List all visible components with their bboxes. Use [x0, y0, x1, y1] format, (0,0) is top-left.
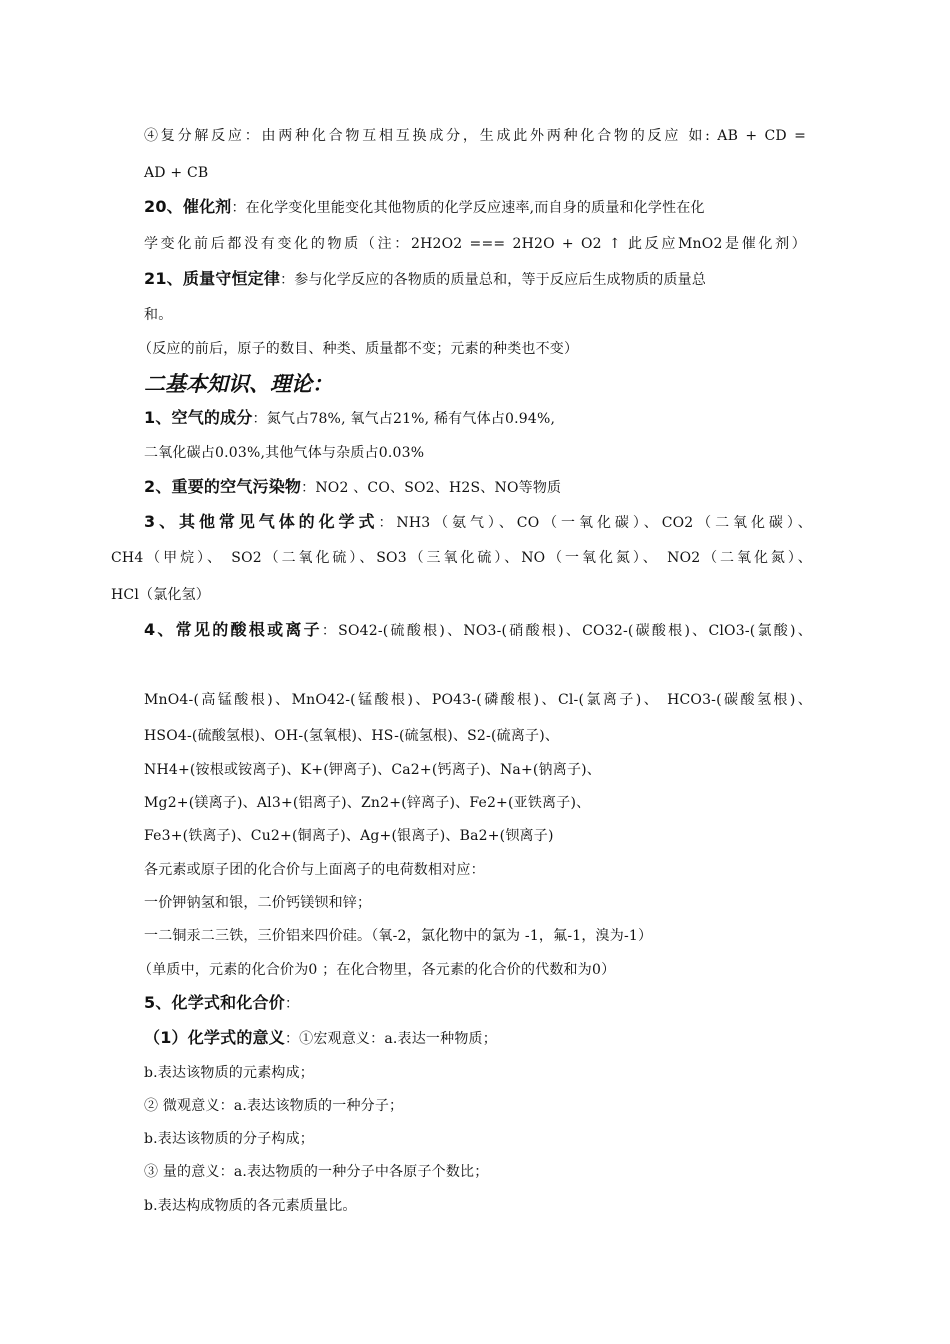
- section-5-title: 5、化学式和化合价: [144, 993, 285, 1012]
- text-line-sum: 和。: [144, 307, 173, 323]
- section-1-title: 1、空气的成分: [144, 408, 253, 427]
- section-20-title: 20、催化剂: [144, 197, 232, 216]
- text-line-ions-5: Fe3+(铁离子)、Cu2+(铜离子)、Ag+(银离子)、Ba2+(钡离子): [144, 828, 554, 844]
- section-2-text: ：NO2 、CO、SO2、H2S、NO等物质: [301, 480, 562, 496]
- text-line-micro-meaning: ② 微观意义：a.表达该物质的一种分子；: [144, 1098, 404, 1114]
- section-5-1-title: （1）化学式的意义: [144, 1028, 285, 1047]
- text-line-catalyst-note: 学变化前后都没有变化的物质（注：2H2O2 === 2H2O + O2 ↑ 此反应MnO2是催化剂）: [144, 236, 806, 252]
- text-line-hcl: HCl（氯化氢）: [111, 587, 210, 603]
- text-line-valence-note: （单质中，元素的化合价为0 ；在化合物里，各元素的化合价的代数和为0）: [138, 962, 616, 978]
- section-1-air-composition: [144, 408, 555, 429]
- section-4-acid-radicals: [144, 620, 812, 641]
- text-line-co2-share: 二氧化碳占0.03%,其他气体与杂质占0.03%: [144, 445, 425, 461]
- section-2-air-pollutants: [144, 477, 561, 498]
- section-21-text: ：参与化学反应的各物质的质量总和，等于反应后生成物质的质量总: [280, 272, 707, 288]
- text-line-valence-rhyme-2: 一二铜汞二三铁，三价铝来四价硅。（氧-2，氯化物中的氯为 -1，氟-1，溴为-1）: [144, 928, 653, 944]
- section-5-text: ：: [284, 996, 300, 1012]
- section-20-catalyst: [144, 197, 705, 218]
- text-line-element-composition: b.表达该物质的元素构成；: [144, 1065, 315, 1081]
- text-line-valence-rhyme-1: 一价钾钠氢和银，二价钙镁钡和锌；: [144, 895, 372, 911]
- section-1-text: ：氮气占78%, 氧气占21%, 稀有气体占0.94%,: [252, 411, 556, 427]
- text-line-double-decomposition: ④复分解反应：由两种化合物互相互换成分，生成此外两种化合物的反应 如: AB + CD =: [144, 128, 806, 144]
- section-4-title: 4、常见的酸根或离子: [144, 620, 322, 639]
- section-3-text: ：NH3（氨气）、CO（一氧化碳）、CO2（二氧化碳）、: [378, 515, 812, 531]
- section-20-text: ：在化学变化里能变化其他物质的化学反应速率,而自身的质量和化学性在化: [231, 200, 705, 216]
- section-5-1-text: ：①宏观意义：a.表达一种物质；: [284, 1031, 497, 1047]
- section-21-mass-conservation: [144, 269, 706, 290]
- text-line-ions-4: Mg2+(镁离子)、Al3+(铝离子)、Zn2+(锌离子)、Fe2+(亚铁离子)、: [144, 795, 591, 811]
- section-3-common-gases: [144, 512, 812, 533]
- section-2-title: 2、重要的空气污染物: [144, 477, 302, 496]
- text-line-quantity-meaning: ③ 量的意义：a.表达物质的一种分子中各原子个数比；: [144, 1164, 489, 1180]
- section-3-title: 3、其他常见气体的化学式: [144, 512, 379, 531]
- text-line-ions-1: MnO4-(高锰酸根)、MnO42-(锰酸根)、PO43-(磷酸根)、Cl-(氯离子)、 HCO3-(碳酸氢根)、: [144, 692, 812, 708]
- section-5-1-formula-meaning: [144, 1028, 497, 1049]
- section-5-formula-valence: [144, 993, 299, 1014]
- chapter-heading: 二基本知识、理论：: [144, 372, 333, 396]
- section-21-title: 21、质量守恒定律: [144, 269, 281, 288]
- text-line-ions-2: HSO4-(硫酸氢根)、OH-(氢氧根)、HS-(硫氢根)、S2-(硫离子)、: [144, 728, 560, 744]
- text-line-ions-3: NH4+(铵根或铵离子)、K+(钾离子)、Ca2+(钙离子)、Na+(钠离子)、: [144, 762, 602, 778]
- text-line-reaction-note: （反应的前后，原子的数目、种类、质量都不变；元素的种类也不变）: [138, 341, 579, 357]
- text-line-ad-cb: AD + CB: [144, 165, 209, 181]
- text-line-mass-ratio: b.表达构成物质的各元素质量比。: [144, 1198, 357, 1214]
- section-4-text: ：SO42-(硫酸根)、NO3-(硝酸根)、CO32-(碳酸根)、ClO3-(氯酸)、: [321, 623, 812, 639]
- text-line-gases-2: CH4（甲烷）、 SO2（二氧化硫）、SO3（三氧化硫）、NO（一氧化氮）、 NO2（二氧化氮）、: [111, 550, 812, 566]
- text-line-molecular-composition: b.表达该物质的分子构成；: [144, 1131, 315, 1147]
- text-line-valence-intro: 各元素或原子团的化合价与上面离子的电荷数相对应：: [144, 862, 485, 878]
